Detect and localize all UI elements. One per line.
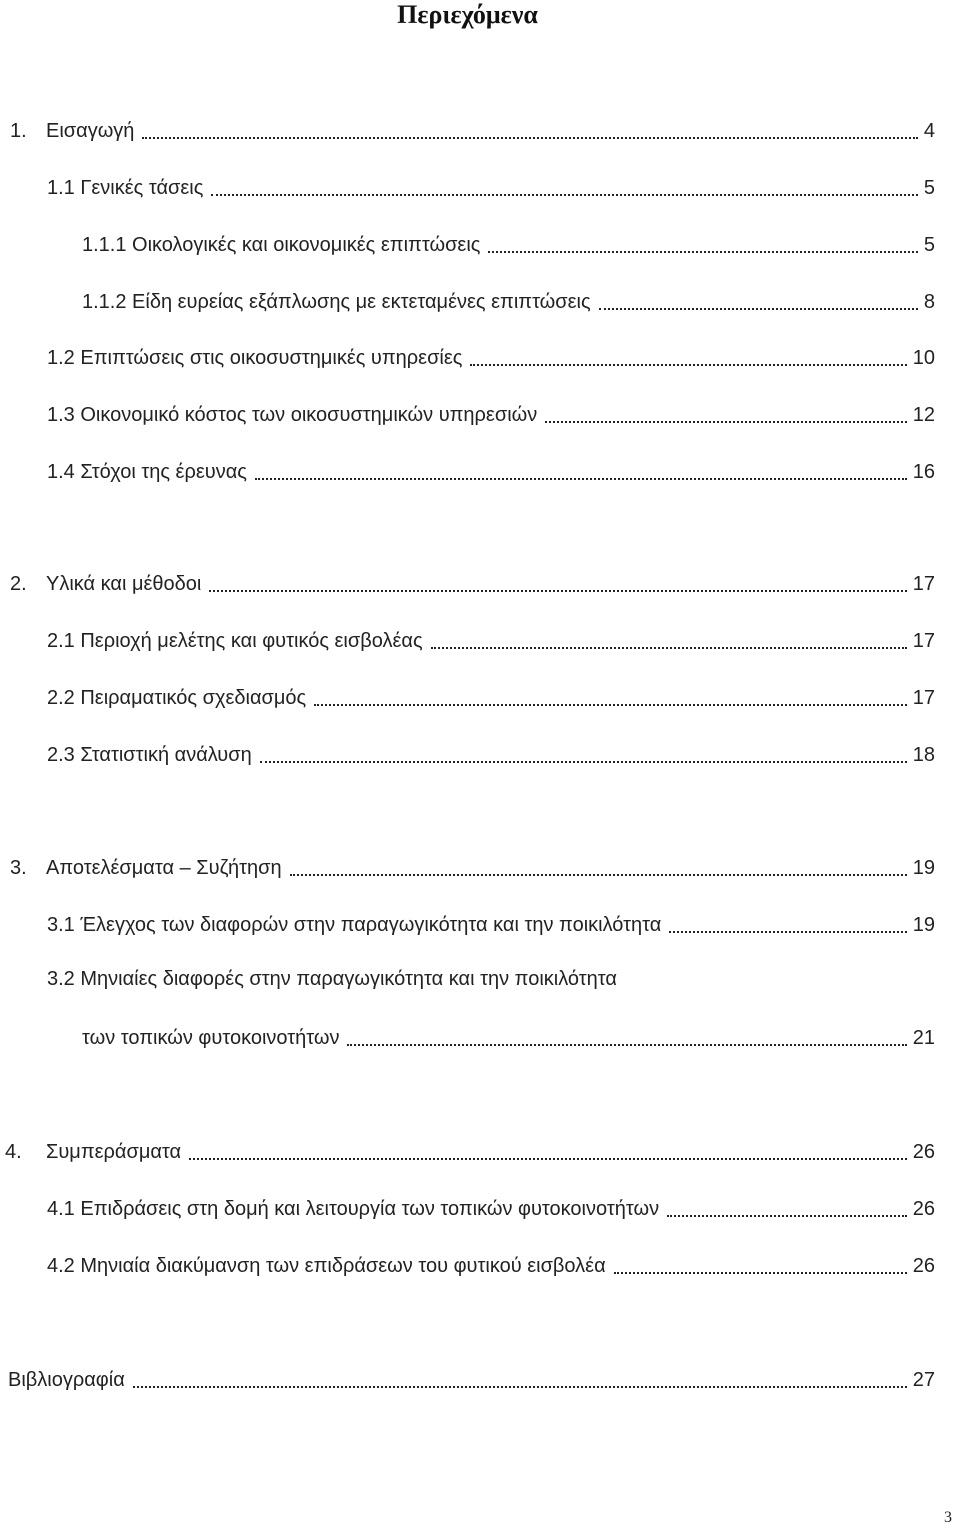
toc-entry-label: Βιβλιογραφία bbox=[8, 1369, 125, 1391]
toc-entry-label: 1.1 Γενικές τάσεις bbox=[47, 177, 204, 199]
toc-entry-introduction[interactable] bbox=[10, 113, 935, 143]
toc-entry-page: 26 bbox=[912, 1198, 935, 1220]
toc-entry-page: 18 bbox=[912, 744, 935, 766]
page-number: 3 bbox=[944, 1509, 952, 1526]
dot-leader bbox=[142, 137, 917, 139]
toc-entry-1-1-2[interactable] bbox=[82, 284, 935, 314]
toc-entry-materials-methods[interactable] bbox=[10, 566, 935, 596]
toc-title: Περιεχόμενα bbox=[397, 0, 538, 29]
toc-entry-label: 4.2 Μηνιαία διακύμανση των επιδράσεων του φυτικού εισβολέα bbox=[47, 1255, 606, 1277]
dot-leader bbox=[614, 1272, 907, 1274]
toc-entry-page: 26 bbox=[912, 1255, 935, 1277]
toc-entry-3-2-label: 3.2 Μηνιαίες διαφορές στην παραγωγικότητα και την ποικιλότητα bbox=[47, 968, 617, 990]
toc-entry-label: 1.1.1 Οικολογικές και οικονομικές επιπτώσεις bbox=[82, 234, 481, 256]
toc-entry-page: 4 bbox=[923, 120, 935, 142]
toc-entry-page: 17 bbox=[912, 630, 935, 652]
toc-entry-1-1[interactable] bbox=[47, 170, 935, 200]
toc-entry-label: Εισαγωγή bbox=[46, 120, 135, 142]
dot-leader bbox=[314, 704, 907, 706]
toc-entry-page: 19 bbox=[912, 857, 935, 879]
toc-entry-page: 27 bbox=[912, 1369, 935, 1391]
dot-leader bbox=[347, 1044, 906, 1046]
toc-entry-label: 2.3 Στατιστική ανάλυση bbox=[47, 744, 252, 766]
toc-entry-conclusions[interactable] bbox=[5, 1134, 935, 1164]
toc-entry-label: των τοπικών φυτοκοινοτήτων bbox=[82, 1027, 340, 1049]
toc-entry-4-1[interactable] bbox=[47, 1191, 935, 1221]
dot-leader bbox=[290, 874, 907, 876]
toc-entry-page: 17 bbox=[912, 573, 935, 595]
toc-entry-label: 4.1 Επιδράσεις στη δομή και λειτουργία των τοπικών φυτοκοινοτήτων bbox=[47, 1198, 660, 1220]
dot-leader bbox=[260, 761, 907, 763]
toc-entry-page: 5 bbox=[923, 177, 935, 199]
toc-entry-label: 1.3 Οικονομικό κόστος των οικοσυστημικών υπηρεσιών bbox=[47, 404, 538, 426]
dot-leader bbox=[209, 590, 906, 592]
toc-entry-1-2[interactable] bbox=[47, 340, 935, 370]
dot-leader bbox=[545, 421, 906, 423]
toc-entry-1-4[interactable] bbox=[47, 454, 935, 484]
toc-entry-3-1[interactable] bbox=[47, 907, 935, 937]
dot-leader bbox=[133, 1386, 907, 1388]
toc-entry-3-2[interactable] bbox=[82, 1020, 935, 1050]
dot-leader bbox=[189, 1158, 907, 1160]
dot-leader bbox=[669, 931, 906, 933]
dot-leader bbox=[599, 308, 918, 310]
toc-entry-number: 4. bbox=[5, 1141, 22, 1163]
toc-entry-page: 8 bbox=[923, 291, 935, 313]
toc-entry-label: 1.2 Επιπτώσεις στις οικοσυστημικές υπηρεσίες bbox=[47, 347, 463, 369]
toc-entry-1-3[interactable] bbox=[47, 397, 935, 427]
toc-entry-label: 3.1 Έλεγχος των διαφορών στην παραγωγικότητα και την ποικιλότητα bbox=[47, 914, 662, 936]
toc-entry-page: 17 bbox=[912, 687, 935, 709]
toc-entry-1-1-1[interactable] bbox=[82, 227, 935, 257]
toc-entry-4-2[interactable] bbox=[47, 1248, 935, 1278]
toc-entry-label: Υλικά και μέθοδοι bbox=[46, 573, 202, 595]
toc-entry-bibliography[interactable] bbox=[8, 1362, 935, 1392]
toc-entry-label: Συμπεράσματα bbox=[46, 1141, 182, 1163]
toc-entry-results-discussion[interactable] bbox=[10, 850, 935, 880]
dot-leader bbox=[431, 647, 907, 649]
toc-entry-page: 16 bbox=[912, 461, 935, 483]
toc-entry-2-2[interactable] bbox=[47, 680, 935, 710]
dot-leader bbox=[470, 364, 906, 366]
toc-entry-label: 1.1.2 Είδη ευρείας εξάπλωσης με εκτεταμένες επιπτώσεις bbox=[82, 291, 591, 313]
toc-entry-page: 5 bbox=[923, 234, 935, 256]
toc-entry-label: Αποτελέσματα – Συζήτηση bbox=[46, 857, 282, 879]
toc-entry-number: 3. bbox=[10, 857, 27, 879]
toc-entry-page: 26 bbox=[912, 1141, 935, 1163]
toc-entry-2-3[interactable] bbox=[47, 737, 935, 767]
dot-leader bbox=[211, 194, 918, 196]
toc-entry-number: 1. bbox=[10, 120, 27, 142]
dot-leader bbox=[488, 251, 917, 253]
toc-entry-page: 19 bbox=[912, 914, 935, 936]
dot-leader bbox=[255, 478, 907, 480]
toc-entry-label: 1.4 Στόχοι της έρευνας bbox=[47, 461, 247, 483]
toc-entry-page: 12 bbox=[912, 404, 935, 426]
toc-entry-2-1[interactable] bbox=[47, 623, 935, 653]
toc-entry-number: 2. bbox=[10, 573, 27, 595]
toc-entry-page: 21 bbox=[912, 1027, 935, 1049]
toc-entry-label: 2.2 Πειραματικός σχεδιασμός bbox=[47, 687, 307, 709]
dot-leader bbox=[667, 1215, 907, 1217]
toc-entry-label: 2.1 Περιοχή μελέτης και φυτικός εισβολέας bbox=[47, 630, 423, 652]
toc-entry-page: 10 bbox=[912, 347, 935, 369]
